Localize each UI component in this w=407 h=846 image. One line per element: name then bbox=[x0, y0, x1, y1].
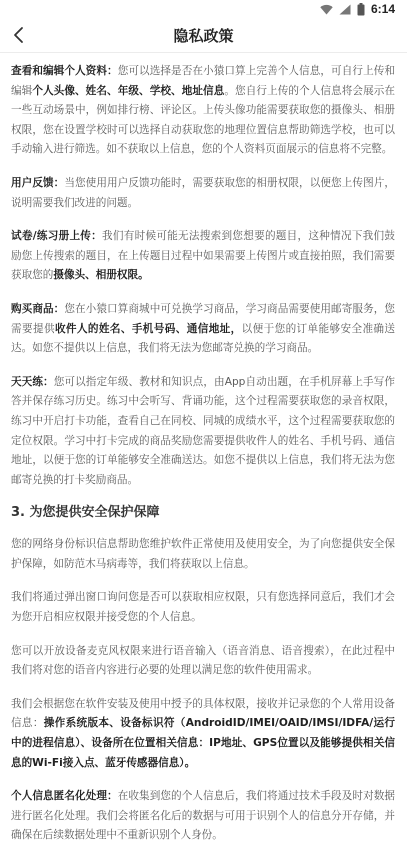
bold-text: 收件人的姓名、手机号码、通信地址， bbox=[54, 322, 242, 335]
bold-text: 天天练： bbox=[11, 375, 54, 388]
policy-paragraph bbox=[11, 535, 395, 574]
body-text: 我们有时候可能无法搜索到您想要的题目，这种情况下我们鼓励您上传搜索的题目，在上传题目过程中如果需要上传图片或直接拍照，我们需要获取您的 bbox=[11, 230, 396, 282]
signal-icon bbox=[339, 4, 351, 15]
bold-text: 个人信息匿名化处理： bbox=[11, 790, 118, 803]
bold-text: 个人头像、姓名、年级、学校、地址信息 bbox=[32, 84, 225, 97]
status-bar bbox=[0, 0, 407, 18]
body-text: 。您自行上传的个人信息将会展示在一些互动场景中，例如排行榜、评论区。上传头像功能需要获取您的摄像头、相册权限，您在设置学校时可以选择自动获取您的地理位置信息帮助筛选学校，也可以手动输入进行筛选。如不获取以上信息，您的个人资料页面展示的信息将不完整。 bbox=[11, 84, 396, 156]
bold-text: 试卷/练习册上传： bbox=[11, 230, 103, 243]
bold-text: 用户反馈： bbox=[11, 176, 65, 189]
wifi-icon bbox=[320, 4, 333, 15]
policy-paragraph bbox=[11, 227, 395, 286]
battery-icon bbox=[357, 3, 365, 16]
policy-paragraph bbox=[11, 588, 395, 627]
body-text: 您的网络身份标识信息帮助您维护软件正常使用及使用安全，为了向您提供安全保护保障，如防范木马病毒等，我们将获取以上信息。 bbox=[11, 538, 395, 570]
bold-text: 查看和编辑个人资料： bbox=[11, 65, 118, 77]
body-text: 当您使用用户反馈功能时，需要获取您的相册权限，以便您上传图片，说明需要我们改进的问题。 bbox=[11, 176, 395, 209]
policy-paragraph bbox=[11, 373, 395, 491]
body-text: 以便于您的订单能够安全准确送达。如您不提供以上信息，我们将无法为您邮寄兑换的学习商品。 bbox=[11, 322, 396, 355]
policy-paragraph bbox=[11, 300, 395, 359]
page-title: 隐私政策 bbox=[173, 27, 234, 45]
section-heading: 3. 为您提供安全保护保障 bbox=[11, 505, 160, 521]
body-text: 我们将通过弹出窗口询问您是否可以获取相应权限，只有您选择同意后，我们才会为您开启相应权限并接受您的个人信息。 bbox=[11, 591, 395, 624]
body-text: 我们会根据您在软件安装及使用中授予的具体权限，接收并记录您的个人常用设备信息： bbox=[11, 697, 395, 730]
body-text: 您可以选择是否在小猿口算上完善个人信息，可自行上传和编辑 bbox=[11, 65, 395, 97]
body-text: 在收集到您的个人信息后，我们将通过技术手段及时对数据进行匿名化处理。我们会将匿名化后的数据与可用于识别个人的信息分开存储，并确保在后续数据处理中不重新识别个人身份。 bbox=[11, 790, 395, 842]
status-time: 6:14 bbox=[370, 2, 395, 16]
header-bar bbox=[0, 18, 407, 53]
policy-paragraph bbox=[11, 62, 395, 160]
body-text: 您可以开放设备麦克风权限来进行语音输入（语音消息、语音搜索），在此过程中我们将对您的语音内容进行必要的处理以满足您的软件使用需求。 bbox=[11, 644, 395, 677]
body-text: 您在小猿口算商城中可兑换学习商品，学习商品需要使用邮寄服务，您需要提供 bbox=[11, 302, 395, 335]
policy-paragraph bbox=[11, 787, 395, 846]
policy-paragraph bbox=[11, 174, 395, 213]
policy-paragraph bbox=[11, 695, 395, 773]
policy-content[interactable] bbox=[11, 62, 396, 842]
bold-text: 操作系统版本、设备标识符（AndroidID/IMEI/OAID/IMSI/IDFA/运行中的进程信息）、设备所在位置相关信息：IP地址、GPS位置以及能够提供相关信息的Wi-Fi接入点、蓝牙传感器信息）。 bbox=[11, 717, 396, 769]
bold-text: 摄像头、相册权限。 bbox=[53, 269, 149, 282]
bold-text: 购买商品： bbox=[11, 302, 65, 315]
policy-paragraph bbox=[11, 642, 395, 681]
body-text: 您可以指定年级、教材和知识点，由App自动出题，在手机屏幕上手写作答并保存练习历史。练习中会听写、背诵功能，这个过程需要获取您的录音权限，练习中开启打卡功能，查看自己在同校、同城的成绩水平，这个过程需要获取您的定位权限。学习中打卡完成的商品奖励您需要提供收件人的姓名、手机号码、通信地址，以便于您的订单能够安全准确送达。如您不提供以上信息，我们将无法为您邮寄兑换的打卡奖励商品。 bbox=[11, 375, 395, 486]
